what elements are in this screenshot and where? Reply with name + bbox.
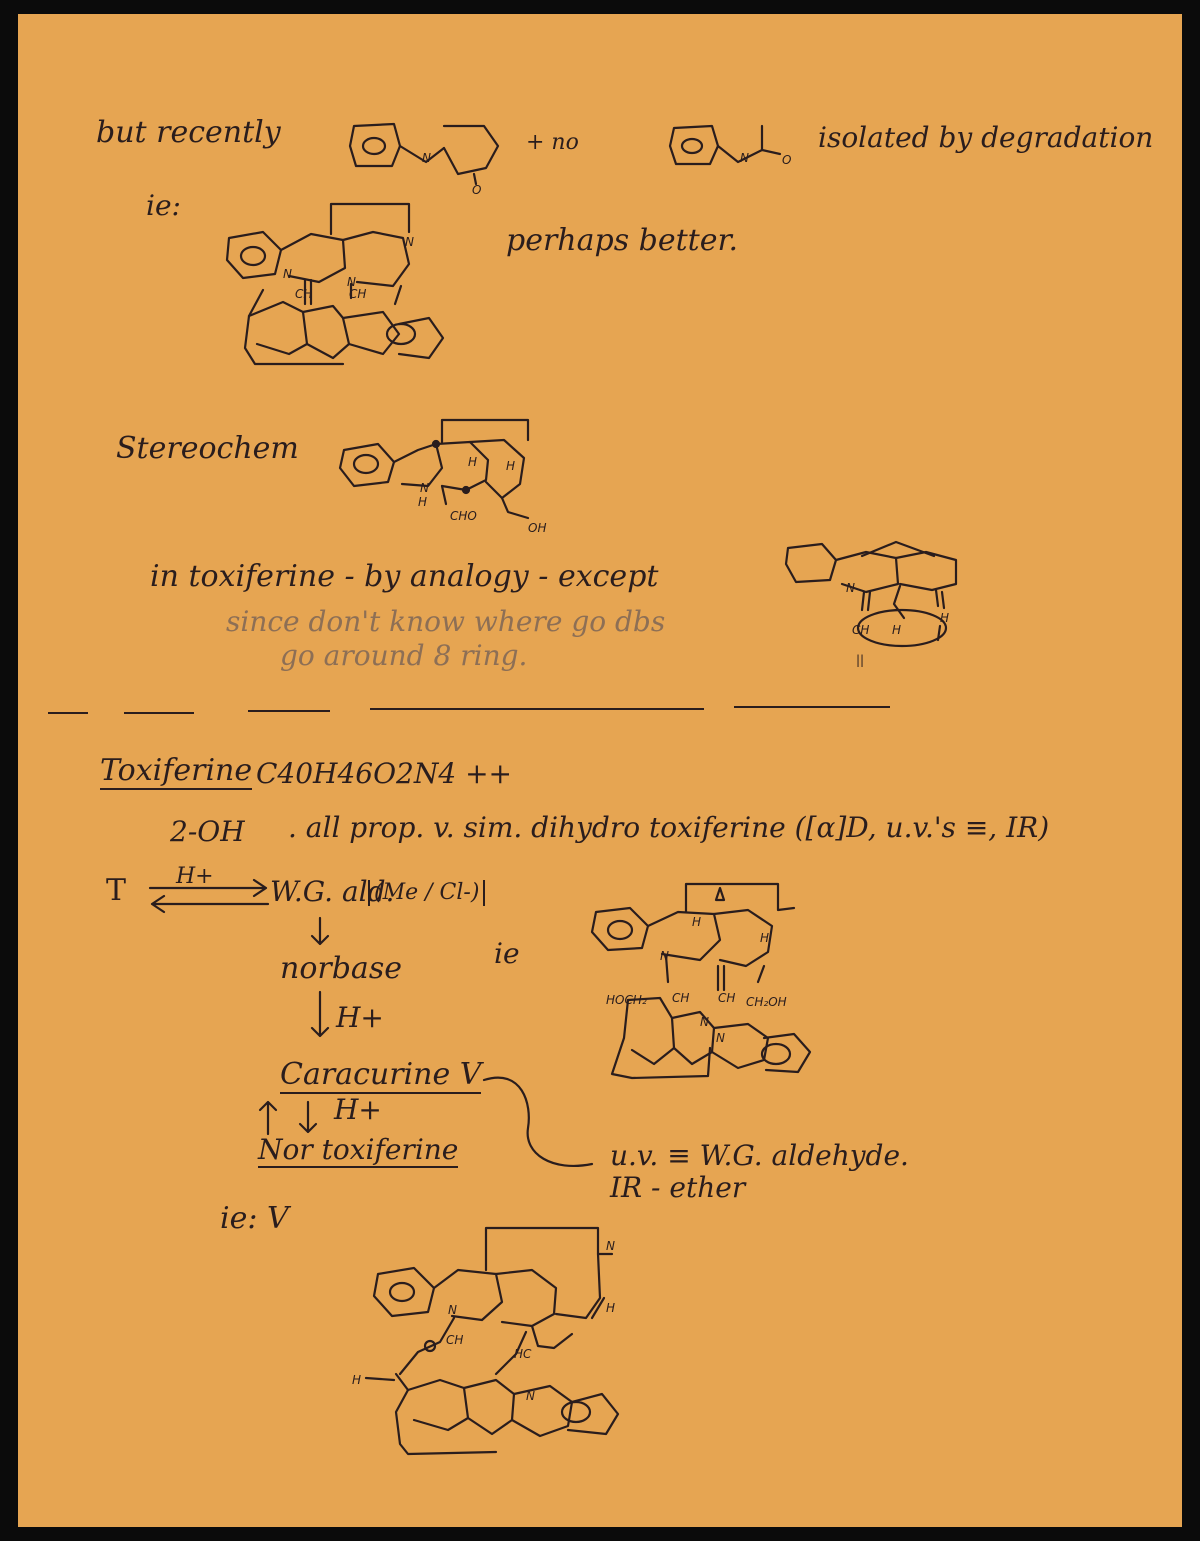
caracurine-v-structure	[336, 1214, 636, 1464]
svg-text:HOCH₂: HOCH₂	[606, 993, 647, 1007]
me-cl-text: (Me / Cl-)	[368, 880, 485, 906]
svg-text:HC: HC	[514, 1347, 532, 1361]
svg-text:H: H	[468, 455, 478, 469]
svg-text:N: N	[420, 481, 429, 495]
svg-text:N: N	[347, 275, 356, 289]
svg-text:N: N	[846, 581, 855, 595]
plus-no-text: + no	[526, 130, 579, 155]
svg-text:H: H	[606, 1301, 616, 1315]
svg-text:H: H	[506, 459, 516, 473]
stereochem-structure	[338, 406, 568, 536]
svg-text:CH: CH	[718, 991, 736, 1005]
svg-text:CH₂OH: CH₂OH	[746, 995, 787, 1009]
svg-text:N: N	[283, 267, 292, 281]
indoline-ketone-structure	[346, 106, 516, 197]
svg-text:OH: OH	[528, 521, 547, 535]
svg-text:O: O	[472, 183, 482, 197]
svg-text:||: ||	[856, 653, 865, 667]
svg-text:H: H	[352, 1373, 362, 1387]
isolated-by-degradation-text: isolated by degradation	[818, 121, 1154, 154]
svg-text:CH: CH	[349, 287, 367, 301]
caracurine-v-text: Caracurine V	[280, 1057, 482, 1092]
toxiferine-by-analogy-text: in toxiferine - by analogy - except	[150, 559, 659, 594]
svg-text:H: H	[760, 931, 770, 945]
analogy-structure	[786, 534, 976, 674]
dimer-structure-1	[223, 194, 463, 384]
svg-text:N: N	[700, 1015, 709, 1029]
properties-text: . all prop. v. sim. dihydro toxiferine ([α]D, u.v.'s ≡, IR)	[288, 811, 1050, 844]
svg-text:CH: CH	[852, 623, 870, 637]
faint-note-line1: since don't know where go dbs	[226, 605, 666, 638]
ie-v-label: ie: V	[220, 1201, 289, 1236]
up-down-arrows	[258, 1098, 328, 1138]
svg-text:H: H	[692, 915, 702, 929]
connector-curve	[482, 1074, 612, 1174]
svg-text:N: N	[660, 949, 669, 963]
svg-text:H: H	[892, 623, 902, 637]
svg-text:N: N	[526, 1389, 535, 1403]
notebook-page	[18, 14, 1182, 1527]
down-arrow-2	[308, 990, 332, 1040]
svg-text:CH: CH	[672, 991, 690, 1005]
indoline-carbonyl-structure	[668, 114, 798, 174]
svg-text:N: N	[422, 151, 431, 165]
svg-text:H: H	[940, 611, 950, 625]
t-label: T	[106, 873, 127, 908]
svg-text:O: O	[782, 153, 792, 167]
hplus-label-3: H+	[334, 1093, 382, 1126]
svg-text:CH: CH	[295, 287, 313, 301]
faint-note-line2: go around 8 ring.	[280, 639, 528, 672]
uv-note-line2: IR - ether	[610, 1171, 746, 1204]
hplus-label-2: H+	[336, 1001, 384, 1034]
hplus-label-1: H+	[176, 864, 214, 889]
svg-text:N: N	[448, 1303, 457, 1317]
nortoxiferine-text: Nor toxiferine	[258, 1133, 459, 1166]
svg-text:CH: CH	[446, 1333, 464, 1347]
uv-note-line1: u.v. ≡ W.G. aldehyde.	[610, 1139, 909, 1172]
ie-label-1: ie:	[146, 189, 181, 222]
ie-label-2: ie	[494, 937, 520, 970]
oh-count-text: 2-OH	[170, 815, 245, 848]
perhaps-better-text: perhaps better.	[506, 223, 739, 258]
toxiferine-heading: Toxiferine	[100, 753, 253, 788]
svg-text:N: N	[606, 1239, 615, 1253]
toxiferine-dimer-structure	[588, 878, 838, 1098]
svg-text:N: N	[716, 1031, 725, 1045]
svg-text:CHO: CHO	[450, 509, 477, 523]
norbase-text: norbase	[280, 951, 402, 986]
svg-text:N: N	[740, 151, 749, 165]
down-arrow-1	[308, 916, 332, 948]
svg-text:H: H	[418, 495, 428, 509]
but-recently-text: but recently	[96, 115, 281, 150]
wg-aldehyde-text: W.G. ald.	[270, 875, 395, 908]
stereochem-label: Stereochem	[116, 431, 299, 466]
svg-text:N: N	[405, 235, 414, 249]
toxiferine-formula: C40H46O2N4 ++	[256, 757, 513, 790]
